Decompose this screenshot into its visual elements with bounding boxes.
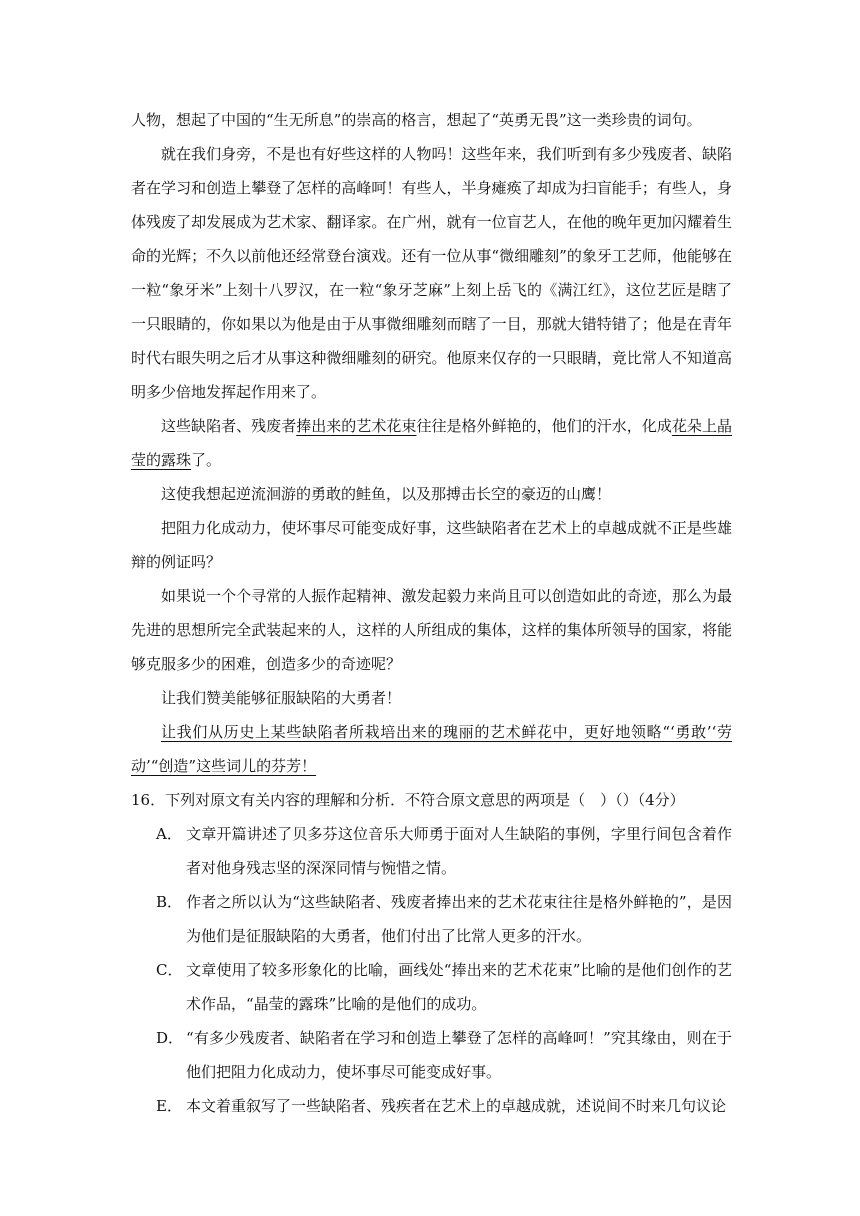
option-c-text: 文章使用了较多形象化的比喻，画线处“捧出来的艺术花束”比喻的是他们创作的艺术作品，“晶莹的露珠”比喻的是他们的成功。 [186, 961, 732, 1013]
option-a-text: 文章开篇讲述了贝多芬这位音乐大师勇于面对人生缺陷的事例，字里行间包含着作者对他身残志坚的深深同情与惋惜之情。 [186, 825, 732, 877]
option-d-label: D． [156, 1029, 184, 1047]
passage-paragraph-7: 让我们赞美能够征服缺陷的大勇者！ [161, 689, 402, 707]
option-e-text: 本文着重叙写了一些缺陷者、残疾者在艺术上的卓越成就，述说间不时来几句议论 [186, 1097, 727, 1115]
question-16-stem: 16．下列对原文有关内容的理解和分析．不符合原文意思的两项是（ ）（）（4分） [131, 791, 685, 809]
option-b-text: 作者之所以认为“这些缺陷者、残废者捧出来的艺术花束往往是格外鲜艳的”，是因为他们是征服缺陷的大勇者，他们付出了比常人更多的汗水。 [186, 893, 732, 945]
option-b [131, 885, 732, 953]
passage-paragraph-3-text-a: 这些缺陷者、残废者 [161, 417, 297, 435]
option-a-label: A． [156, 825, 182, 843]
passage-paragraph-8 [131, 715, 732, 783]
option-d [131, 1021, 732, 1089]
passage-paragraph-3-text-b: 往往是格外鲜艳的，他们的汗水，化成 [416, 417, 672, 435]
underlined-closing-sentence: 让我们从历史上某些缺陷者所栽培出来的瑰丽的艺术鲜花中，更好地领略“‘勇敢’‘劳动’“创造”这些词儿的芬芳！ [131, 723, 732, 775]
underlined-phrase-art-bouquet: 捧出来的艺术花束 [296, 417, 417, 435]
passage-paragraph-2: 就在我们身旁，不是也有好些这样的人物吗！这些年来，我们听到有多少残废者、缺陷者在学习和创造上攀登了怎样的高峰呵！有些人，半身瘫痪了却成为扫盲能手；有些人，身体残废了却发展成为艺术家、翻译家。在广州，就有一位盲艺人，在他的晚年更加闪耀着生命的光辉；不久以前他还经常登台演戏。还有一位从事“微细雕刻”的象牙工艺师，他能够在一粒“象牙米”上刻十八罗汉，在一粒“象牙芝麻”上刻上岳飞的《满江红》，这位艺匠是瞎了一只眼睛的，你如果以为他是由于从事微细雕刻而瞎了一目，那就大错特错了；他是在青年时代右眼失明之后才从事这种微细雕刻的研究。他原来仅存的一只眼睛，竟比常人不知道高明多少倍地发挥起作用来了。 [131, 145, 732, 401]
passage-paragraph-6: 如果说一个个寻常的人振作起精神、激发起毅力来尚且可以创造如此的奇迹，那么为最先进的思想所完全武装起来的人，这样的人所组成的集体，这样的集体所领导的国家，将能够克服多少的困难，创造多少的奇迹呢？ [131, 587, 732, 673]
option-a [131, 817, 732, 885]
option-c [131, 953, 732, 1021]
passage-paragraph-4: 这使我想起逆流洄游的勇敢的鲑鱼，以及那搏击长空的豪迈的山鹰！ [161, 485, 612, 503]
option-c-label: C． [156, 961, 183, 979]
passage-paragraph-3-text-c: 了。 [191, 451, 222, 469]
passage-paragraph-1: 人物，想起了中国的“生无所息”的崇高的格言，想起了“英勇无畏”这一类珍贵的词句。 [131, 111, 702, 129]
option-e-label: E． [156, 1097, 182, 1115]
option-e [131, 1089, 732, 1123]
option-b-label: B． [156, 893, 183, 911]
option-d-text: “有多少残废者、缺陷者在学习和创造上攀登了怎样的高峰呵！”究其缘由，则在于他们把阻力化成动力，使坏事尽可能变成好事。 [186, 1029, 732, 1081]
underlined-phrase-dewdrops: 花朵上晶莹的露珠 [131, 417, 732, 469]
passage-paragraph-5: 把阻力化成动力，使坏事尽可能变成好事，这些缺陷者在艺术上的卓越成就不正是些雄辩的例证吗？ [131, 519, 732, 571]
passage-paragraph-3 [131, 409, 732, 477]
